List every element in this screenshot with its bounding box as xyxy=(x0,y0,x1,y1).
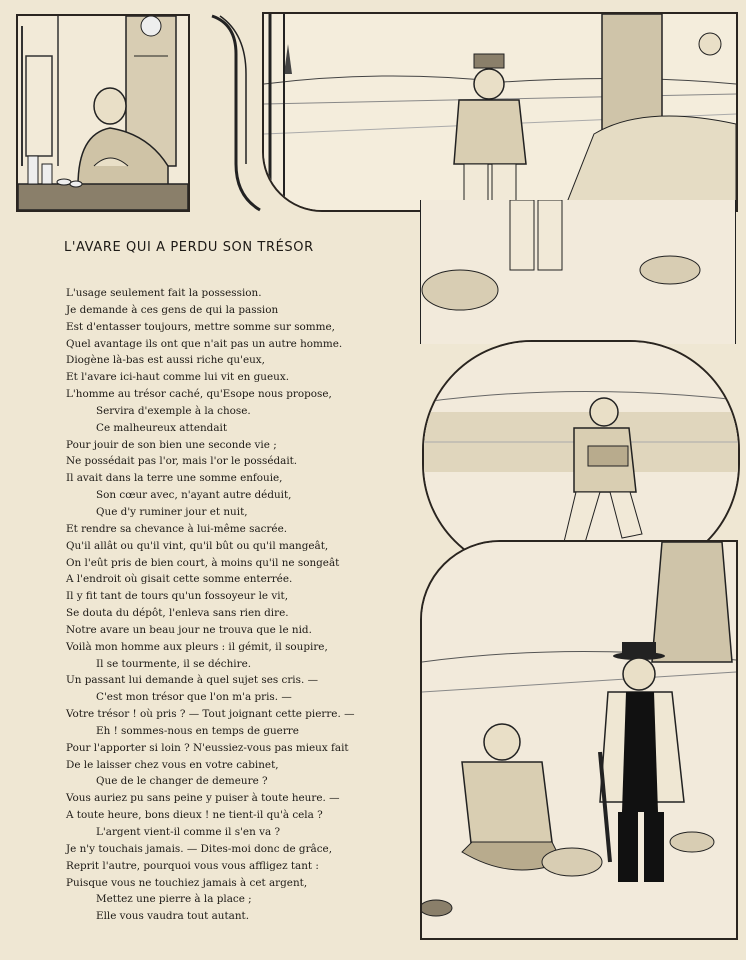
poem-body xyxy=(66,285,416,925)
poem-line: Voilà mon homme aux pleurs : il gémit, il soupire, xyxy=(66,640,328,653)
poem-line: Que d'y ruminer jour et nuit, xyxy=(96,505,248,518)
poem-line: Se douta du dépôt, l'enleva sans rien dire. xyxy=(66,607,289,620)
poem-line: Ce malheureux attendait xyxy=(96,421,228,434)
poem-line: Puisque vous ne touchiez jamais à cet argent, xyxy=(66,876,308,889)
illustration-thief-running xyxy=(422,340,740,574)
poem-line: Je demande à ces gens de qui la passion xyxy=(66,303,279,316)
illustration-landscape-rocks xyxy=(420,200,736,344)
poem-line: Votre trésor ! où pris ? — Tout joignant cette pierre. — xyxy=(66,708,355,721)
poem-title: L'AVARE QUI A PERDU SON TRÉSOR xyxy=(64,240,314,255)
poem-line: Il se tourmente, il se déchire. xyxy=(96,657,252,670)
poem-line: C'est mon trésor que l'on m'a pris. — xyxy=(96,691,292,704)
poem-line: Vous auriez pu sans peine y puiser à toute heure. — xyxy=(66,792,340,805)
illustration-miser-weeping xyxy=(420,540,738,940)
poem-line: Est d'entasser toujours, mettre somme sur somme, xyxy=(66,320,335,333)
poem-line: Pour l'apporter si loin ? N'eussiez-vous pas mieux fait xyxy=(66,741,349,754)
poem-line: Diogène là-bas est aussi riche qu'eux, xyxy=(66,354,265,367)
poem-line: Il avait dans la terre une somme enfouie, xyxy=(66,472,283,485)
poem-line: Et rendre sa chevance à lui-même sacrée. xyxy=(66,522,288,535)
poem-line: Pour jouir de son bien une seconde vie ; xyxy=(66,438,277,451)
illustration-miser-walking xyxy=(262,12,738,212)
poem-line: Notre avare un beau jour ne trouva que le nid. xyxy=(66,623,312,636)
poem-line: Il y fit tant de tours qu'un fossoyeur le vit, xyxy=(66,590,289,603)
poem-line: Un passant lui demande à quel sujet ses cris. — xyxy=(66,674,318,687)
poem-line: Son cœur avec, n'ayant autre déduit, xyxy=(96,489,292,502)
poem-line: De le laisser chez vous en votre cabinet, xyxy=(66,758,279,771)
poem-line: On l'eût pris de bien court, à moins qu'il ne songeât xyxy=(66,556,340,569)
poem-line: A l'endroit où gisait cette somme enterrée. xyxy=(66,573,293,586)
poem-line: Qu'il allât ou qu'il vint, qu'il bût ou qu'il mangeât, xyxy=(66,539,329,552)
poem-line: Et l'avare ici-haut comme lui vit en gueux. xyxy=(66,371,289,384)
illustration-miser-counting xyxy=(16,14,190,212)
poem-line: Eh ! sommes-nous en temps de guerre xyxy=(96,724,299,737)
poem-line: Que de le changer de demeure ? xyxy=(96,775,268,788)
poem-line: A toute heure, bons dieux ! ne tient-il qu'à cela ? xyxy=(66,809,323,822)
poem-line: Mettez une pierre à la place ; xyxy=(96,893,252,906)
poem-line: Quel avantage ils ont que n'ait pas un autre homme. xyxy=(66,337,343,350)
poem-line: L'argent vient-il comme il s'en va ? xyxy=(96,826,281,838)
poem-line: L'usage seulement fait la possession. xyxy=(66,287,262,299)
ornamental-initial xyxy=(206,14,268,214)
poem-line: Ne possédait pas l'or, mais l'or le possédait. xyxy=(66,455,298,468)
poem-line: Je n'y touchais jamais. — Dites-moi donc de grâce, xyxy=(66,842,333,855)
poem-line: L'homme au trésor caché, qu'Esope nous propose, xyxy=(66,388,332,401)
poem-line: Elle vous vaudra tout autant. xyxy=(96,910,250,923)
poem-line: Servira d'exemple à la chose. xyxy=(96,404,251,417)
poem-line: Reprit l'autre, pourquoi vous vous affligez tant : xyxy=(66,859,319,872)
